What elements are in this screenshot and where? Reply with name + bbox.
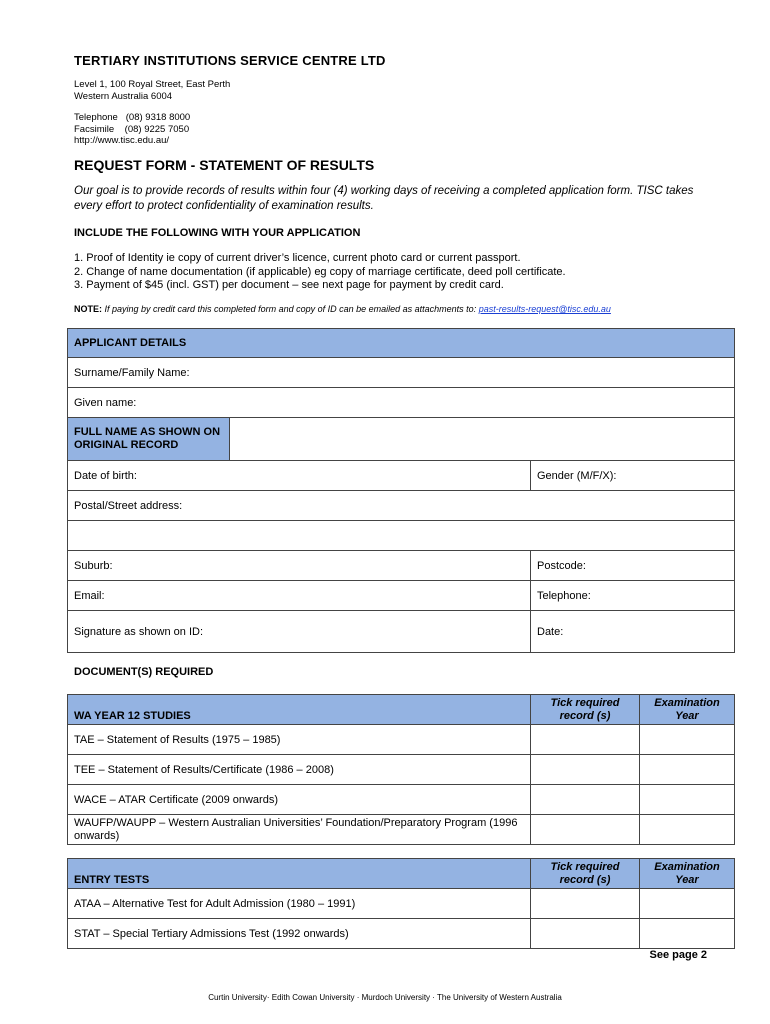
table-row: WACE – ATAR Certificate (2009 onwards): [68, 785, 531, 815]
facsimile-line: Facsimile (08) 9225 7050: [74, 123, 190, 135]
include-item: 3. Payment of $45 (incl. GST) per document – see next page for payment by credit card.: [74, 279, 504, 291]
include-item: 2. Change of name documentation (if applicable) eg copy of marriage certificate, deed poll certificate.: [74, 265, 566, 278]
telephone-field[interactable]: Telephone:: [531, 581, 735, 611]
year12-heading: WA YEAR 12 STUDIES: [68, 695, 531, 725]
year-column-header: Examination Year: [640, 695, 735, 725]
suburb-field[interactable]: Suburb:: [68, 551, 531, 581]
tick-column-header: Tick required record (s): [531, 859, 640, 889]
tick-cell[interactable]: [531, 889, 640, 919]
gender-field[interactable]: Gender (M/F/X):: [531, 461, 735, 491]
footer-text: Curtin University· Edith Cowan University · Murdoch University · The University of Western Australia: [208, 993, 562, 1002]
tick-column-header: Tick required record (s): [531, 695, 640, 725]
signature-field[interactable]: Signature as shown on ID:: [68, 611, 531, 653]
note-label: NOTE:: [74, 304, 102, 314]
tick-cell[interactable]: [531, 815, 640, 845]
year-cell[interactable]: [640, 815, 735, 845]
year-cell[interactable]: [640, 725, 735, 755]
year-cell[interactable]: [640, 785, 735, 815]
postal-address-line-2[interactable]: [68, 521, 735, 551]
contact-block: [74, 112, 190, 147]
include-list: [74, 252, 566, 293]
email-field[interactable]: Email:: [68, 581, 531, 611]
surname-field[interactable]: Surname/Family Name:: [68, 358, 735, 388]
tick-cell[interactable]: [531, 919, 640, 949]
tick-cell[interactable]: [531, 755, 640, 785]
tick-cell[interactable]: [531, 785, 640, 815]
include-heading: INCLUDE THE FOLLOWING WITH YOUR APPLICATION: [74, 227, 361, 239]
given-name-field[interactable]: Given name:: [68, 388, 735, 418]
see-page-note: See page 2: [649, 949, 707, 961]
applicant-details-heading: APPLICANT DETAILS: [68, 329, 735, 358]
table-row: STAT – Special Tertiary Admissions Test (1992 onwards): [68, 919, 531, 949]
documents-heading: DOCUMENT(S) REQUIRED: [74, 666, 214, 678]
website-line: http://www.tisc.edu.au/: [74, 135, 170, 146]
postal-address-field[interactable]: Postal/Street address:: [68, 491, 735, 521]
year-cell[interactable]: [640, 919, 735, 949]
table-row: TEE – Statement of Results/Certificate (1986 – 2008): [68, 755, 531, 785]
intro-text: Our goal is to provide records of results within four (4) working days of receiving a completed application form. TISC takes every effort to protect confidentiality of examination results.: [74, 185, 694, 212]
email-link[interactable]: past-results-request@tisc.edu.au: [478, 304, 611, 314]
include-item: 1. Proof of Identity ie copy of current driver’s licence, current photo card or current passport.: [74, 252, 521, 264]
address-line-2: Western Australia 6004: [74, 90, 173, 102]
year-cell[interactable]: [640, 889, 735, 919]
tick-cell[interactable]: [531, 725, 640, 755]
year-cell[interactable]: [640, 755, 735, 785]
postcode-field[interactable]: Postcode:: [531, 551, 735, 581]
telephone-line: Telephone (08) 9318 8000: [74, 112, 191, 123]
address-line-1: Level 1, 100 Royal Street, East Perth: [74, 79, 231, 90]
applicant-details-table: [67, 328, 735, 653]
address-block: [74, 79, 230, 102]
organisation-name: TERTIARY INSTITUTIONS SERVICE CENTRE LTD: [74, 53, 386, 68]
year12-table: [67, 694, 735, 845]
note-body: If paying by credit card this completed form and copy of ID can be emailed as attachments to:: [102, 304, 479, 314]
year-column-header: Examination Year: [640, 859, 735, 889]
table-row: WAUFP/WAUPP – Western Australian Universities’ Foundation/Preparatory Program (1996 onwards): [68, 815, 531, 845]
entry-tests-heading: ENTRY TESTS: [68, 859, 531, 889]
table-row: ATAA – Alternative Test for Adult Admission (1980 – 1991): [68, 889, 531, 919]
note-text: [74, 304, 611, 314]
date-field[interactable]: Date:: [531, 611, 735, 653]
table-row: TAE – Statement of Results (1975 – 1985): [68, 725, 531, 755]
dob-field[interactable]: Date of birth:: [68, 461, 531, 491]
full-name-field[interactable]: [230, 418, 735, 461]
entry-tests-table: [67, 858, 735, 949]
full-name-label: FULL NAME AS SHOWN ON ORIGINAL RECORD: [68, 418, 230, 461]
page-title: REQUEST FORM - STATEMENT OF RESULTS: [74, 157, 375, 173]
